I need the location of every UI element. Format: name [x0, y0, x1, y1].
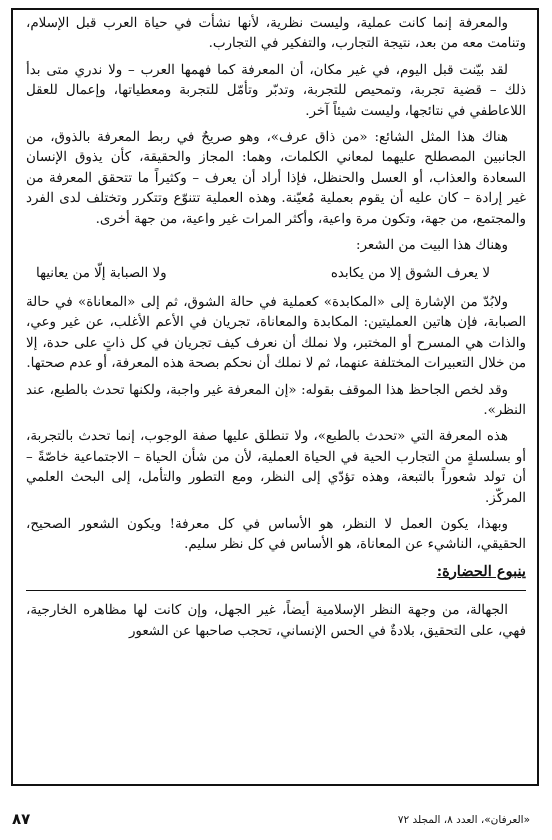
paragraph: ولابُدّ من الإشارة إلى «المكابدة» كعملية في حالة الشوق، ثم إلى «المعاناة» في حالة الصبابة، فإن هاتين العمليتين: المكابدة والمعاناة، تجريان في الأعم الأغلب، عن غير وعي، والذات هي المسرح أو المختبر، ولا نملك أن نعرف كيف تجريان في كل ذاتٍ على حدة، إلا من خلال التعبيرات المختلفة عنهما، ثم لا نملك أن نحكم بصحة هذه المعرفة، أو عدم صحتها.	[26, 294, 526, 372]
page-number: ٨٧	[12, 810, 31, 828]
paragraph: هذه المعرفة التي «تحدث بالطبع»، ولا تنطلق عليها صفة الوجوب، إنما تحدث بالتجربة، أو بسلسلةٍ من التجارب الحية في الحياة العملية، لأن من شأن الحياة – الاجتماعية خاصّةً – أن تولد شعوراً بالتبعة، وهذه تؤدّي إلى النظر، ومع التطور والتأمل، إلى البحث العلمي المركّز.	[26, 429, 526, 506]
paragraph: وبهذا، يكون العمل لا النظر، هو الأساس في كل معرفة! ويكون الشعور الصحيح، الحقيقي، الناشيء عن المعاناة، هو الأساس في كل نظر سليم.	[26, 516, 526, 553]
article-body	[26, 14, 526, 778]
section-heading: ينبوع الحضارة:	[436, 562, 526, 580]
paragraph: والمعرفة إنما كانت عملية، وليست نظرية، لأنها نشأت في حياة العرب قبل الإسلام، وتنامت معه من بعد، نتيجة التجارب، والتفكير في التجارب.	[26, 16, 526, 52]
paragraph: وقد لخص الجاحظ هذا الموقف بقوله: «إن المعرفة غير واجبة، ولكنها تحدث بالطبع، عند النظر».	[26, 382, 526, 418]
poem-hemistich-second: ولا الصبابة إلّا من يعانيها	[36, 266, 167, 282]
paragraph: لقد بيّنت قبل اليوم، في غير مكان، أن المعرفة كما فهمها العرب – ولا ندري متى بدأ ذلك – قضية تجربة، وتمحيص للتجربة، وتدبّر وتأمّل للتجربة ومعطياتها، وإعمال للعقل اللاعاطفي في نتائجها، وليست شيئاً آخر.	[26, 62, 526, 119]
paragraph: الجهالة، من وجهة النظر الإسلامية أيضاً، غير الجهل، وإن كانت لها مظاهره الخارجية، فهي، على التحقيق، بلادةٌ في الحس الإنساني، تحجب صاحبها عن الشعور	[26, 603, 526, 639]
section-divider	[26, 590, 526, 591]
paragraph: وهناك هذا البيت من الشعر:	[355, 238, 508, 254]
journal-info: «العرفان»، العدد ٨، المجلد ٧٢	[397, 814, 530, 826]
paragraph: هناك هذا المثل الشائع: «من ذاق عرف»، وهو صريحٌ في ربط المعرفة بالذوق، من الجانبين المصطلح عليهما لمعاني الكلمات، وهما: المجاز والحقيقة، كأن يذوق الإنسان السعادة والعذاب، أو العسل والحنظل، فإذا أراد أن يعرف – وكثيراً ما تتحقق المعرفة من غير إرادة – كان عليه أن يقوم بعملية مُعيّنة. وهذه العملية تتنوّع وتتكرر وتختلف لدى الفرد والمجتمع، من جهة، وتكون مرة واعية، وأكثر المرات غير واعية، من جهة أخرى.	[26, 130, 526, 227]
poem-hemistich-first: لا يعرف الشوق إلا من يكابده	[330, 266, 490, 282]
poem-verse	[26, 264, 526, 284]
